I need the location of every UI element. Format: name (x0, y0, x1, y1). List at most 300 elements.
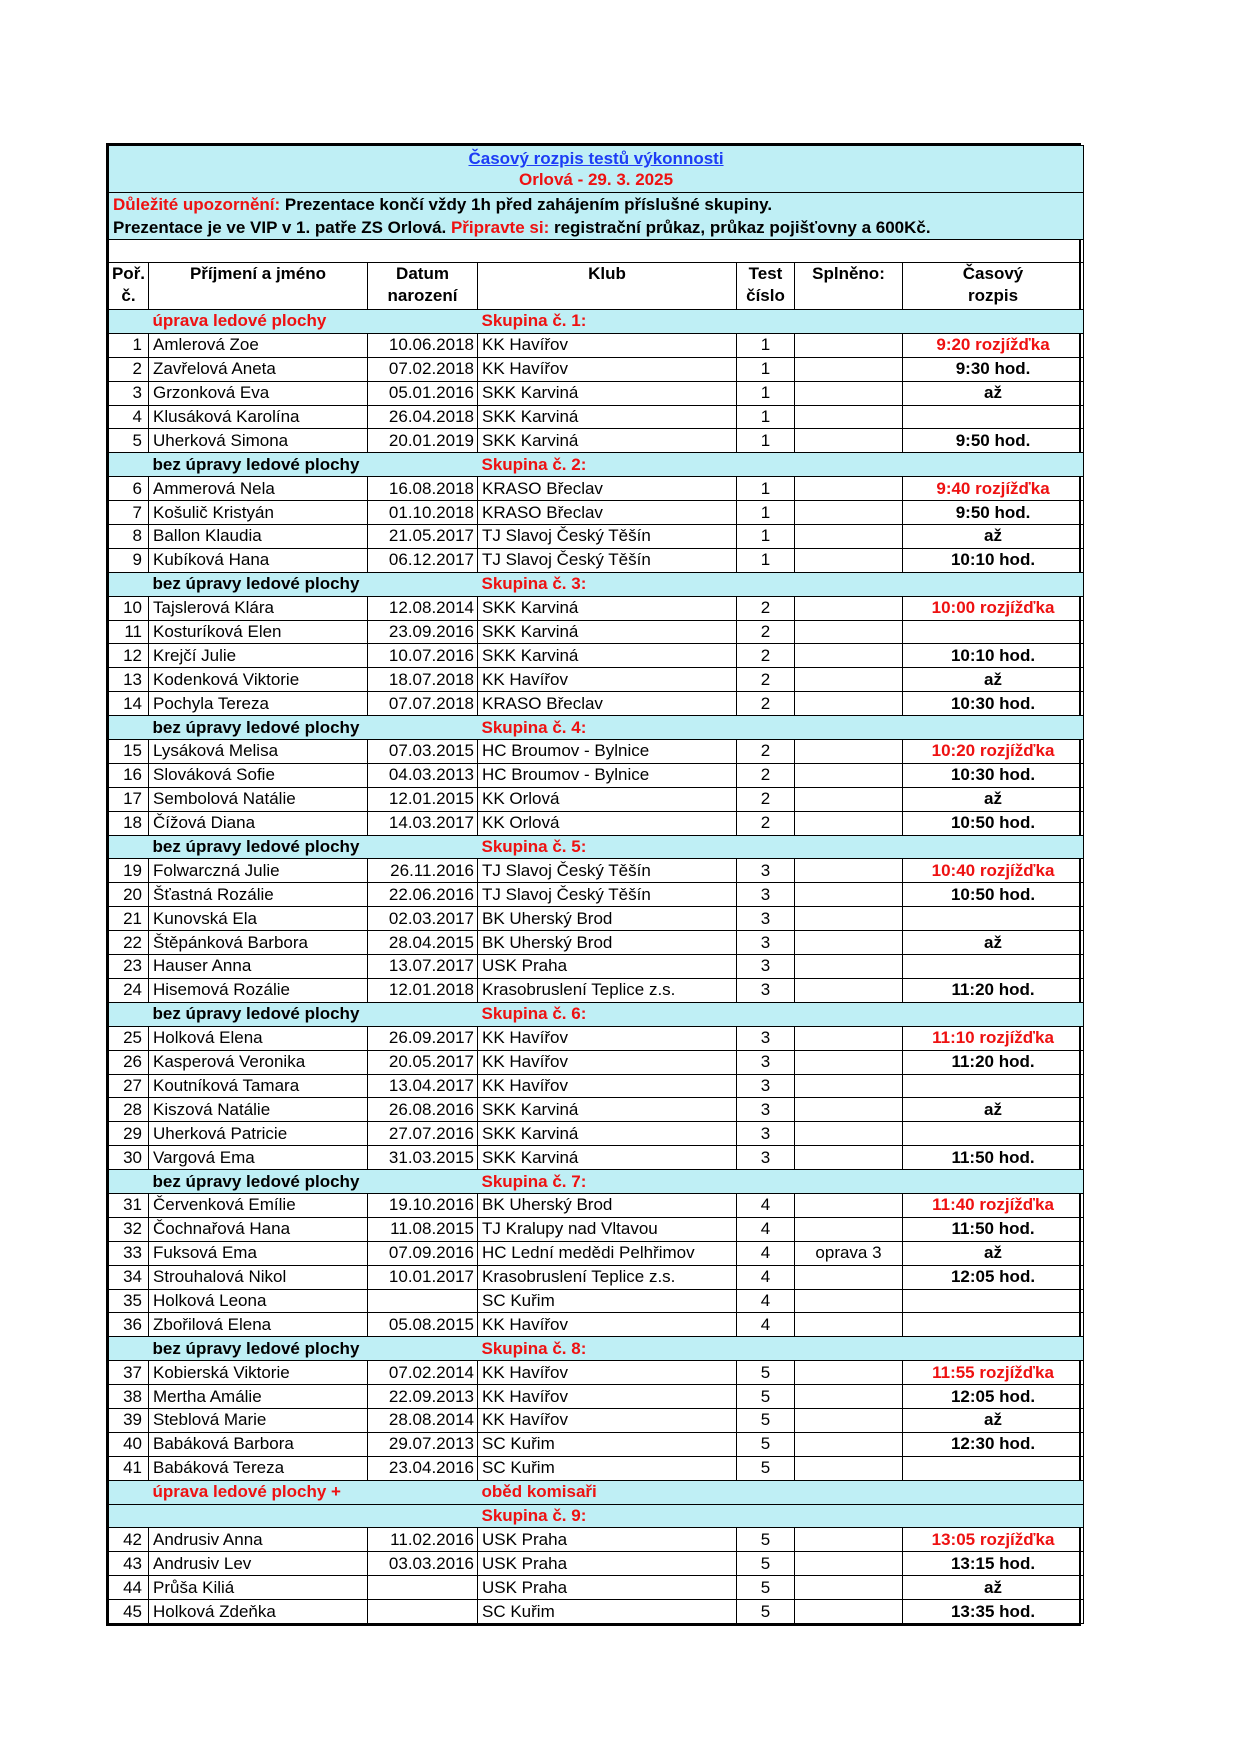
row-time: 9:50 hod. (903, 501, 1084, 525)
row-club: TJ Slavoj Český Těšín (478, 525, 737, 549)
group-spacer (109, 1504, 478, 1528)
row-test: 3 (737, 1074, 795, 1098)
row-number: 20 (109, 883, 149, 907)
group-header-row (109, 453, 1084, 477)
table-row (109, 1432, 1084, 1456)
row-time (903, 1289, 1084, 1313)
table-row (109, 429, 1084, 453)
row-number: 9 (109, 548, 149, 572)
row-club: USK Praha (478, 1576, 737, 1600)
row-number: 7 (109, 501, 149, 525)
col-name: Příjmení a jméno (149, 263, 368, 310)
group-note: bez úpravy ledové plochy (149, 1170, 478, 1194)
row-time: 10:50 hod. (903, 811, 1084, 835)
row-time: 11:40 rozjížďka (903, 1193, 1084, 1217)
table-row (109, 620, 1084, 644)
group-header-row (109, 1337, 1084, 1361)
table-row (109, 1026, 1084, 1050)
group-note: bez úpravy ledové plochy (149, 835, 478, 859)
row-number: 37 (109, 1361, 149, 1385)
row-name: Lysáková Melisa (149, 740, 368, 764)
group-spacer (109, 1480, 149, 1504)
row-dob: 29.07.2013 (368, 1432, 478, 1456)
row-test: 5 (737, 1432, 795, 1456)
row-time (903, 955, 1084, 979)
row-done (795, 525, 903, 549)
row-dob: 28.08.2014 (368, 1408, 478, 1432)
row-number: 32 (109, 1217, 149, 1241)
group-header-row (109, 572, 1084, 596)
row-number: 38 (109, 1385, 149, 1409)
row-number: 14 (109, 692, 149, 716)
row-club: HC Broumov - Bylnice (478, 740, 737, 764)
row-name: Červenková Emílie (149, 1193, 368, 1217)
row-test: 2 (737, 596, 795, 620)
row-name: Vargová Ema (149, 1146, 368, 1170)
group-note: bez úpravy ledové plochy (149, 453, 478, 477)
row-number: 15 (109, 740, 149, 764)
row-number: 40 (109, 1432, 149, 1456)
row-done (795, 1600, 903, 1624)
group-spacer (109, 453, 149, 477)
row-club: SKK Karviná (478, 1146, 737, 1170)
row-time: 12:05 hod. (903, 1385, 1084, 1409)
row-number: 30 (109, 1146, 149, 1170)
row-done (795, 1552, 903, 1576)
row-name: Kubíková Hana (149, 548, 368, 572)
row-dob (368, 1289, 478, 1313)
row-dob: 10.06.2018 (368, 333, 478, 357)
table-row (109, 644, 1084, 668)
notice-line-1 (109, 193, 1084, 217)
row-club: TJ Kralupy nad Vltavou (478, 1217, 737, 1241)
row-done (795, 1576, 903, 1600)
row-time: 10:10 hod. (903, 548, 1084, 572)
row-time: 10:40 rozjížďka (903, 859, 1084, 883)
row-test: 1 (737, 429, 795, 453)
row-test: 2 (737, 740, 795, 764)
row-club: SKK Karviná (478, 381, 737, 405)
row-done (795, 883, 903, 907)
row-club: SC Kuřim (478, 1600, 737, 1624)
group-label: Skupina č. 3: (478, 572, 1084, 596)
row-test: 1 (737, 333, 795, 357)
row-test: 1 (737, 405, 795, 429)
table-row (109, 1456, 1084, 1480)
col-test: Test číslo (737, 263, 795, 310)
group-label: Skupina č. 7: (478, 1170, 1084, 1194)
row-club: SC Kuřim (478, 1289, 737, 1313)
group-spacer (109, 835, 149, 859)
row-time: až (903, 668, 1084, 692)
row-club: TJ Slavoj Český Těšín (478, 859, 737, 883)
row-name: Kunovská Ela (149, 907, 368, 931)
row-time (903, 405, 1084, 429)
row-name: Čochnařová Hana (149, 1217, 368, 1241)
row-time: 9:50 hod. (903, 429, 1084, 453)
row-test: 5 (737, 1576, 795, 1600)
row-club: KRASO Břeclav (478, 501, 737, 525)
row-done: oprava 3 (795, 1241, 903, 1265)
row-done (795, 620, 903, 644)
row-number: 4 (109, 405, 149, 429)
row-time (903, 620, 1084, 644)
row-name: Folwarczná Julie (149, 859, 368, 883)
table-row (109, 883, 1084, 907)
row-name: Kasperová Veronika (149, 1050, 368, 1074)
row-dob: 21.05.2017 (368, 525, 478, 549)
table-row (109, 787, 1084, 811)
row-done (795, 692, 903, 716)
row-done (795, 859, 903, 883)
row-test: 4 (737, 1241, 795, 1265)
row-time (903, 1313, 1084, 1337)
row-number: 1 (109, 333, 149, 357)
group-spacer (109, 1337, 149, 1361)
row-test: 4 (737, 1289, 795, 1313)
row-number: 12 (109, 644, 149, 668)
row-club: BK Uherský Brod (478, 1193, 737, 1217)
row-time: 10:30 hod. (903, 692, 1084, 716)
group-label: Skupina č. 4: (478, 716, 1084, 740)
table-row (109, 1217, 1084, 1241)
table-row (109, 381, 1084, 405)
row-club: KK Havířov (478, 668, 737, 692)
row-test: 5 (737, 1385, 795, 1409)
row-done (795, 740, 903, 764)
row-number: 28 (109, 1098, 149, 1122)
row-test: 1 (737, 381, 795, 405)
row-number: 5 (109, 429, 149, 453)
row-name: Slováková Sofie (149, 763, 368, 787)
group-header-row (109, 1504, 1084, 1528)
row-club: SKK Karviná (478, 644, 737, 668)
group-header-row (109, 1002, 1084, 1026)
row-name: Pochyla Tereza (149, 692, 368, 716)
row-dob: 19.10.2016 (368, 1193, 478, 1217)
row-number: 34 (109, 1265, 149, 1289)
row-number: 36 (109, 1313, 149, 1337)
notice2-text: Prezentace je ve VIP v 1. patře ZS Orlová. (113, 217, 451, 237)
row-dob: 07.02.2014 (368, 1361, 478, 1385)
row-dob: 12.08.2014 (368, 596, 478, 620)
row-time: až (903, 381, 1084, 405)
table-row (109, 692, 1084, 716)
row-dob: 06.12.2017 (368, 548, 478, 572)
row-test: 4 (737, 1265, 795, 1289)
table-row (109, 1385, 1084, 1409)
row-name: Košulič Kristyán (149, 501, 368, 525)
row-test: 5 (737, 1552, 795, 1576)
row-dob: 07.02.2018 (368, 357, 478, 381)
row-done (795, 1193, 903, 1217)
row-test: 3 (737, 1098, 795, 1122)
row-number: 11 (109, 620, 149, 644)
group-header-row (109, 716, 1084, 740)
group-note: bez úpravy ledové plochy (149, 1337, 478, 1361)
row-dob: 12.01.2018 (368, 978, 478, 1002)
table-row (109, 1576, 1084, 1600)
group-spacer (109, 716, 149, 740)
table-row (109, 477, 1084, 501)
table-row (109, 668, 1084, 692)
row-test: 1 (737, 501, 795, 525)
row-club: BK Uherský Brod (478, 931, 737, 955)
group-header-row (109, 1480, 1084, 1504)
row-test: 1 (737, 548, 795, 572)
row-time: až (903, 1576, 1084, 1600)
row-test: 5 (737, 1361, 795, 1385)
col-time: Časový rozpis (903, 263, 1084, 310)
table-row (109, 405, 1084, 429)
row-number: 26 (109, 1050, 149, 1074)
row-done (795, 1050, 903, 1074)
row-club: SKK Karviná (478, 620, 737, 644)
row-time (903, 907, 1084, 931)
group-header-row (109, 310, 1084, 334)
group-label: Skupina č. 2: (478, 453, 1084, 477)
page-title[interactable]: Časový rozpis testů výkonnosti (468, 149, 724, 168)
row-name: Uherková Simona (149, 429, 368, 453)
row-dob: 26.09.2017 (368, 1026, 478, 1050)
row-time: až (903, 525, 1084, 549)
row-number: 29 (109, 1122, 149, 1146)
row-club: KK Havířov (478, 1361, 737, 1385)
row-name: Uherková Patricie (149, 1122, 368, 1146)
row-done (795, 429, 903, 453)
row-done (795, 1456, 903, 1480)
row-dob: 02.03.2017 (368, 907, 478, 931)
row-name: Tajslerová Klára (149, 596, 368, 620)
row-time: 11:20 hod. (903, 1050, 1084, 1074)
row-done (795, 477, 903, 501)
row-number: 33 (109, 1241, 149, 1265)
table-row (109, 763, 1084, 787)
row-club: KK Havířov (478, 1026, 737, 1050)
table-row (109, 859, 1084, 883)
row-time (903, 1074, 1084, 1098)
row-time: 10:20 rozjížďka (903, 740, 1084, 764)
table-row (109, 1600, 1084, 1624)
row-done (795, 357, 903, 381)
row-done (795, 811, 903, 835)
row-done (795, 644, 903, 668)
row-club: HC Broumov - Bylnice (478, 763, 737, 787)
row-test: 5 (737, 1600, 795, 1624)
row-test: 1 (737, 477, 795, 501)
row-time: až (903, 1408, 1084, 1432)
row-club: Krasobruslení Teplice z.s. (478, 1265, 737, 1289)
row-club: SKK Karviná (478, 596, 737, 620)
row-club: KK Havířov (478, 1313, 737, 1337)
row-club: KK Orlová (478, 787, 737, 811)
row-dob: 05.08.2015 (368, 1313, 478, 1337)
row-time: až (903, 1098, 1084, 1122)
row-test: 1 (737, 357, 795, 381)
row-test: 3 (737, 1146, 795, 1170)
row-name: Ammerová Nela (149, 477, 368, 501)
row-name: Amlerová Zoe (149, 333, 368, 357)
row-number: 8 (109, 525, 149, 549)
row-number: 43 (109, 1552, 149, 1576)
row-dob: 18.07.2018 (368, 668, 478, 692)
group-label: Skupina č. 9: (478, 1504, 1084, 1528)
group-label: Skupina č. 6: (478, 1002, 1084, 1026)
row-time: až (903, 931, 1084, 955)
row-dob: 28.04.2015 (368, 931, 478, 955)
group-label: Skupina č. 1: (478, 310, 1084, 334)
table-row (109, 1552, 1084, 1576)
row-time: 13:05 rozjížďka (903, 1528, 1084, 1552)
row-done (795, 381, 903, 405)
row-done (795, 1146, 903, 1170)
row-done (795, 787, 903, 811)
row-dob: 13.07.2017 (368, 955, 478, 979)
row-done (795, 1408, 903, 1432)
row-club: TJ Slavoj Český Těšín (478, 548, 737, 572)
group-label: Skupina č. 5: (478, 835, 1084, 859)
table-row (109, 1193, 1084, 1217)
notice2-label: Připravte si: (450, 217, 550, 237)
col-club: Klub (478, 263, 737, 310)
row-done (795, 1289, 903, 1313)
row-test: 3 (737, 978, 795, 1002)
row-done (795, 931, 903, 955)
row-dob: 20.05.2017 (368, 1050, 478, 1074)
row-name: Fuksová Ema (149, 1241, 368, 1265)
row-name: Holková Zdeňka (149, 1600, 368, 1624)
title-cell (109, 146, 1084, 193)
blank-row (109, 240, 1084, 263)
group-note: bez úpravy ledové plochy (149, 716, 478, 740)
row-number: 17 (109, 787, 149, 811)
row-name: Strouhalová Nikol (149, 1265, 368, 1289)
row-name: Kiszová Natálie (149, 1098, 368, 1122)
row-done (795, 596, 903, 620)
table-row (109, 1528, 1084, 1552)
row-test: 4 (737, 1313, 795, 1337)
row-dob: 26.08.2016 (368, 1098, 478, 1122)
row-number: 23 (109, 955, 149, 979)
row-time: 11:20 hod. (903, 978, 1084, 1002)
col-dob: Datum narození (368, 263, 478, 310)
row-club: KK Havířov (478, 333, 737, 357)
row-test: 5 (737, 1528, 795, 1552)
row-name: Mertha Amálie (149, 1385, 368, 1409)
row-dob: 22.06.2016 (368, 883, 478, 907)
group-note: úprava ledové plochy (149, 310, 478, 334)
row-name: Kodenková Viktorie (149, 668, 368, 692)
row-number: 3 (109, 381, 149, 405)
row-dob: 11.02.2016 (368, 1528, 478, 1552)
table-row (109, 333, 1084, 357)
group-note: úprava ledové plochy + (149, 1480, 478, 1504)
row-number: 41 (109, 1456, 149, 1480)
row-dob: 23.09.2016 (368, 620, 478, 644)
row-name: Babáková Tereza (149, 1456, 368, 1480)
row-name: Krejčí Julie (149, 644, 368, 668)
row-club: USK Praha (478, 955, 737, 979)
row-name: Klusáková Karolína (149, 405, 368, 429)
col-order: Poř. č. (109, 263, 149, 310)
row-time: 11:50 hod. (903, 1146, 1084, 1170)
group-note: bez úpravy ledové plochy (149, 1002, 478, 1026)
row-dob (368, 1576, 478, 1600)
row-number: 10 (109, 596, 149, 620)
row-dob: 07.07.2018 (368, 692, 478, 716)
row-dob: 07.09.2016 (368, 1241, 478, 1265)
row-number: 45 (109, 1600, 149, 1624)
row-club: TJ Slavoj Český Těšín (478, 883, 737, 907)
row-time: 9:40 rozjížďka (903, 477, 1084, 501)
row-club: KK Havířov (478, 1050, 737, 1074)
group-label: oběd komisaři (478, 1480, 1084, 1504)
row-club: HC Lední medědi Pelhřimov (478, 1241, 737, 1265)
row-club: SKK Karviná (478, 1122, 737, 1146)
row-done (795, 907, 903, 931)
row-time: 9:20 rozjížďka (903, 333, 1084, 357)
row-name: Andrusiv Lev (149, 1552, 368, 1576)
row-dob: 20.01.2019 (368, 429, 478, 453)
row-dob: 01.10.2018 (368, 501, 478, 525)
table-row (109, 1313, 1084, 1337)
row-test: 3 (737, 1026, 795, 1050)
row-number: 22 (109, 931, 149, 955)
row-done (795, 1098, 903, 1122)
row-name: Holková Leona (149, 1289, 368, 1313)
notice2-rest: registrační průkaz, průkaz pojišťovny a 600Kč. (549, 217, 931, 237)
row-name: Zavřelová Aneta (149, 357, 368, 381)
row-test: 3 (737, 859, 795, 883)
row-test: 2 (737, 668, 795, 692)
row-done (795, 1265, 903, 1289)
table-row (109, 1122, 1084, 1146)
row-name: Sembolová Natálie (149, 787, 368, 811)
row-number: 6 (109, 477, 149, 501)
row-time: 11:50 hod. (903, 1217, 1084, 1241)
row-club: USK Praha (478, 1528, 737, 1552)
row-test: 2 (737, 763, 795, 787)
row-done (795, 1122, 903, 1146)
row-test: 3 (737, 931, 795, 955)
row-club: SC Kuřim (478, 1432, 737, 1456)
row-done (795, 1528, 903, 1552)
row-done (795, 668, 903, 692)
row-time: 10:30 hod. (903, 763, 1084, 787)
row-club: USK Praha (478, 1552, 737, 1576)
table-row (109, 357, 1084, 381)
row-done (795, 1074, 903, 1098)
row-dob: 27.07.2016 (368, 1122, 478, 1146)
row-name: Grzonková Eva (149, 381, 368, 405)
column-header-row (109, 263, 1084, 310)
page-subtitle: Orlová - 29. 3. 2025 (519, 170, 674, 189)
row-dob: 13.04.2017 (368, 1074, 478, 1098)
row-club: SC Kuřim (478, 1456, 737, 1480)
table-row (109, 1241, 1084, 1265)
row-name: Zbořilová Elena (149, 1313, 368, 1337)
table-row (109, 1408, 1084, 1432)
row-dob: 16.08.2018 (368, 477, 478, 501)
group-spacer (109, 310, 149, 334)
row-number: 16 (109, 763, 149, 787)
row-done (795, 1361, 903, 1385)
row-time: až (903, 787, 1084, 811)
row-number: 13 (109, 668, 149, 692)
row-club: Krasobruslení Teplice z.s. (478, 978, 737, 1002)
row-dob: 11.08.2015 (368, 1217, 478, 1241)
row-test: 2 (737, 644, 795, 668)
